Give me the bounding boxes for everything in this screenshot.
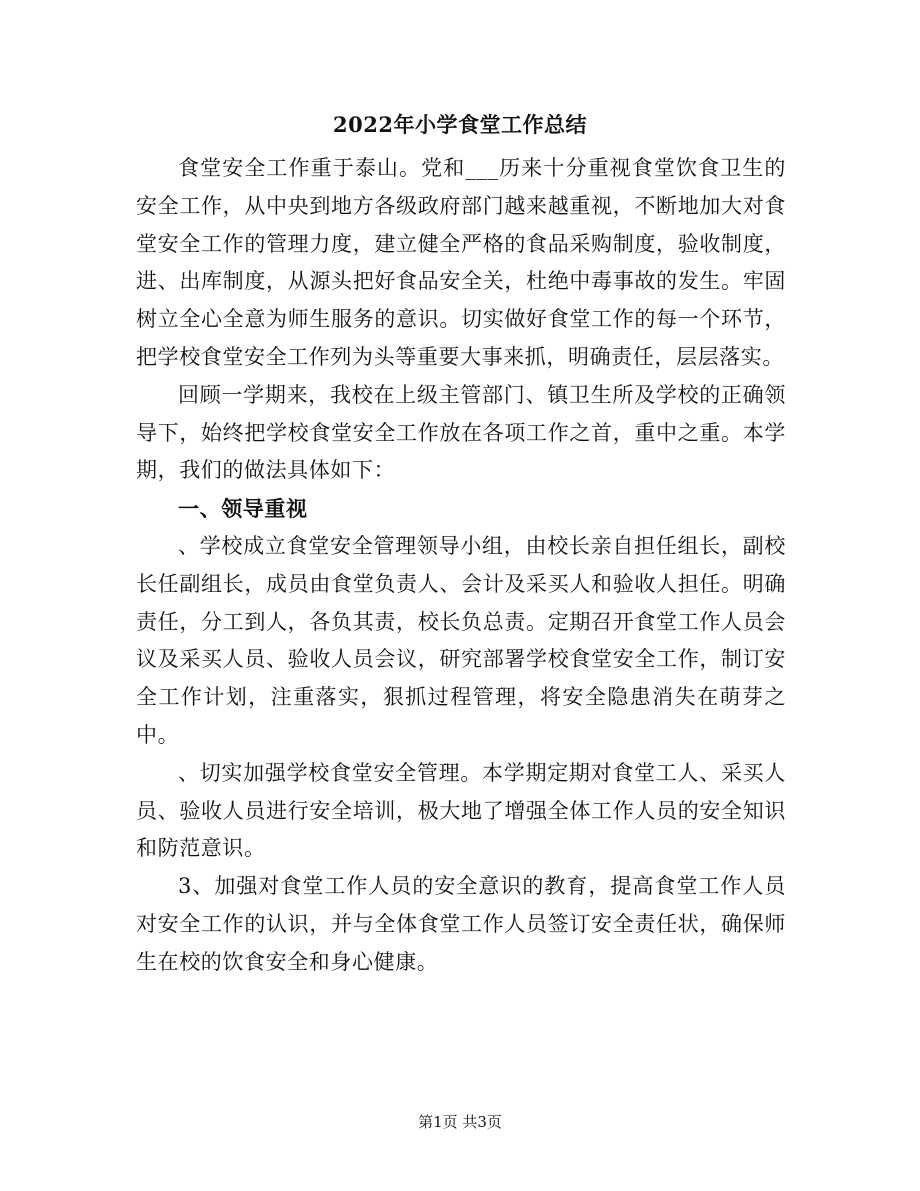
paragraph-review: 回顾一学期来，我校在上级主管部门、镇卫生所及学校的正确领导下，始终把学校食堂安全工作放在各项工作之首，重中之重。本学期，我们的做法具体如下： — [136, 382, 786, 483]
paragraph-item-1: 、学校成立食堂安全管理领导小组，由校长亲自担任组长，副校长任副组长，成员由食堂负责人、会计及采买人和验收人担任。明确责任，分工到人，各负其责，校长负总责。定期召开食堂工作人员会议及采买人员、验收人员会议，研究部署学校食堂安全工作，制订安全工作计划，注重落实，狠抓过程管理，将安全隐患消失在萌芽之中。 — [136, 533, 786, 747]
page-footer: 第1页 共3页 — [418, 1113, 502, 1131]
paragraph-item-3: 3、加强对食堂工作人员的安全意识的教育，提高食堂工作人员对安全工作的认识，并与全体食堂工作人员签订安全责任状，确保师生在校的饮食安全和身心健康。 — [136, 874, 786, 974]
paragraph-intro: 食堂安全工作重于泰山。党和___历来十分重视食堂饮食卫生的安全工作，从中央到地方各级政府部门越来越重视，不断地加大对食堂安全工作的管理力度，建立健全严格的食品采购制度，验收制度，进、出库制度，从源头把好食品安全关，杜绝中毒事故的发生。牢固树立全心全意为师生服务的意识。切实做好食堂工作的每一个环节，把学校食堂安全工作列为头等重要大事来抓，明确责任，层层落实。 — [136, 156, 786, 369]
document-body — [136, 150, 786, 982]
section-heading: 一、领导重视 — [178, 496, 308, 522]
paragraph-item-2: 、切实加强学校食堂安全管理。本学期定期对食堂工人、采买人员、验收人员进行安全培训，极大地了增强全体工作人员的安全知识和防范意识。 — [136, 760, 786, 861]
page-title: 2022年小学食堂工作总结 — [333, 112, 587, 137]
